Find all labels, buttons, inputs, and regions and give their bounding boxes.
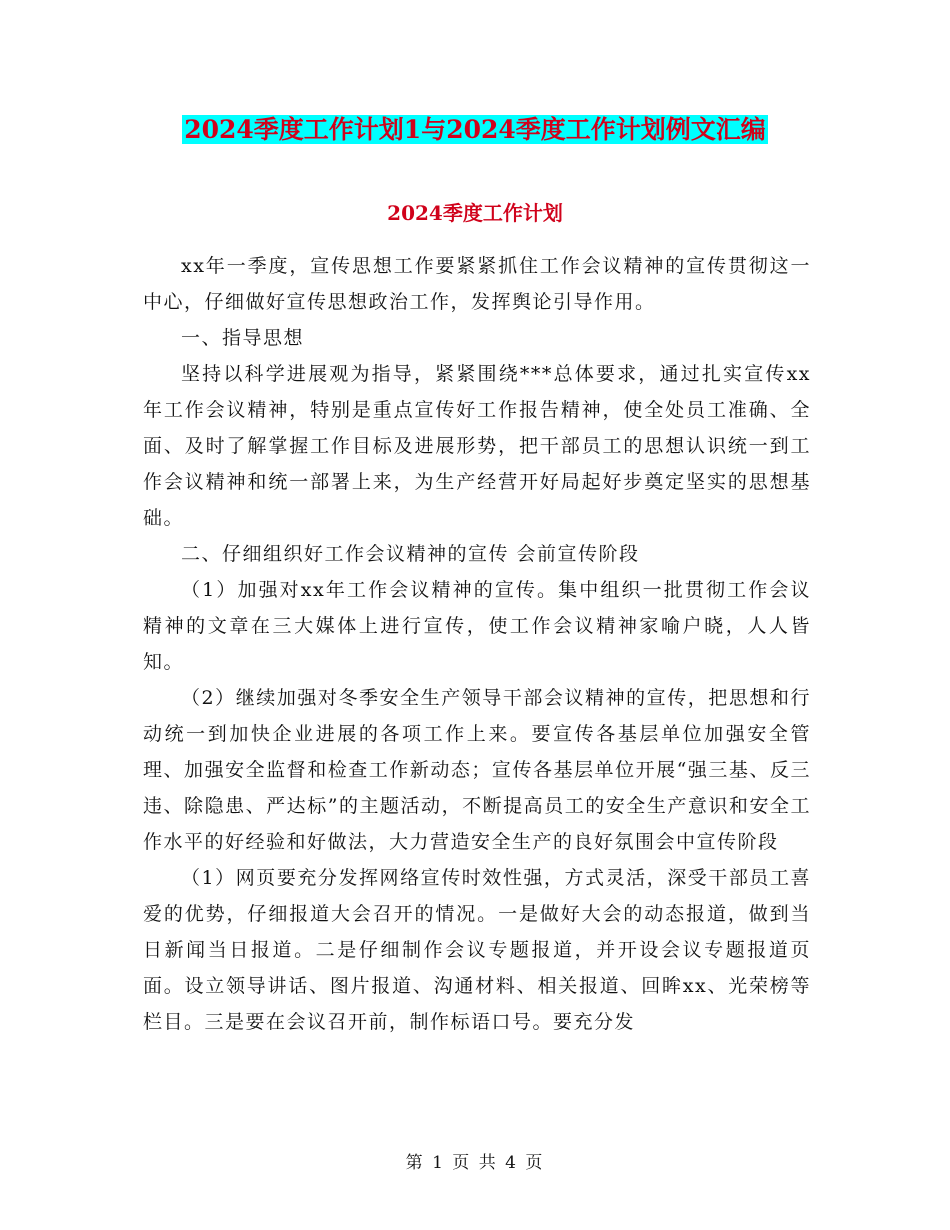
paragraph: 一、指导思想: [181, 327, 305, 349]
paragraph: （1）加强对xx年工作会议精神的宣传。集中组织一批贯彻工作会议精神的文章在三大媒体上进行宣传，使工作会议精神家喻户晓，人人皆知。: [143, 579, 811, 673]
page-footer: 第 1 页 共 4 页: [405, 1153, 545, 1173]
document-title-highlight: 2024季度工作计划1与2024季度工作计划例文汇编: [184, 115, 766, 144]
document-title: [0, 112, 950, 148]
paragraph: （1）网页要充分发挥网络宣传时效性强，方式灵活，深受干部员工喜爱的优势，仔细报道大会召开的情况。一是做好大会的动态报道，做到当日新闻当日报道。二是仔细制作会议专题报道，并开设会议专题报道页面。设立领导讲话、图片报道、沟通材料、相关报道、回眸xx、光荣榜等栏目。三是要在会议召开前，制作标语口号。要充分发: [143, 867, 811, 1033]
paragraph: xx年一季度，宣传思想工作要紧紧抓住工作会议精神的宣传贯彻这一中心，仔细做好宣传思想政治工作，发挥舆论引导作用。: [143, 255, 811, 313]
paragraph: 坚持以科学进展观为指导，紧紧围绕***总体要求，通过扎实宣传xx年工作会议精神，特别是重点宣传好工作报告精神，使全处员工准确、全面、及时了解掌握工作目标及进展形势，把干部员工的思想认识统一到工作会议精神和统一部署上来，为生产经营开好局起好步奠定坚实的思想基础。: [143, 363, 811, 529]
section-title: 2024季度工作计划: [387, 201, 563, 225]
paragraph: （2）继续加强对冬季安全生产领导干部会议精神的宣传，把思想和行动统一到加快企业进展的各项工作上来。要宣传各基层单位加强安全管理、加强安全监督和检查工作新动态；宣传各基层单位开展“强三基、反三违、除隐患、严达标”的主题活动，不断提高员工的安全生产意识和安全工作水平的好经验和好做法，大力营造安全生产的良好氛围会中宣传阶段: [143, 687, 811, 853]
paragraph: 二、仔细组织好工作会议精神的宣传 会前宣传阶段: [181, 543, 640, 565]
document-body: [143, 248, 811, 1040]
